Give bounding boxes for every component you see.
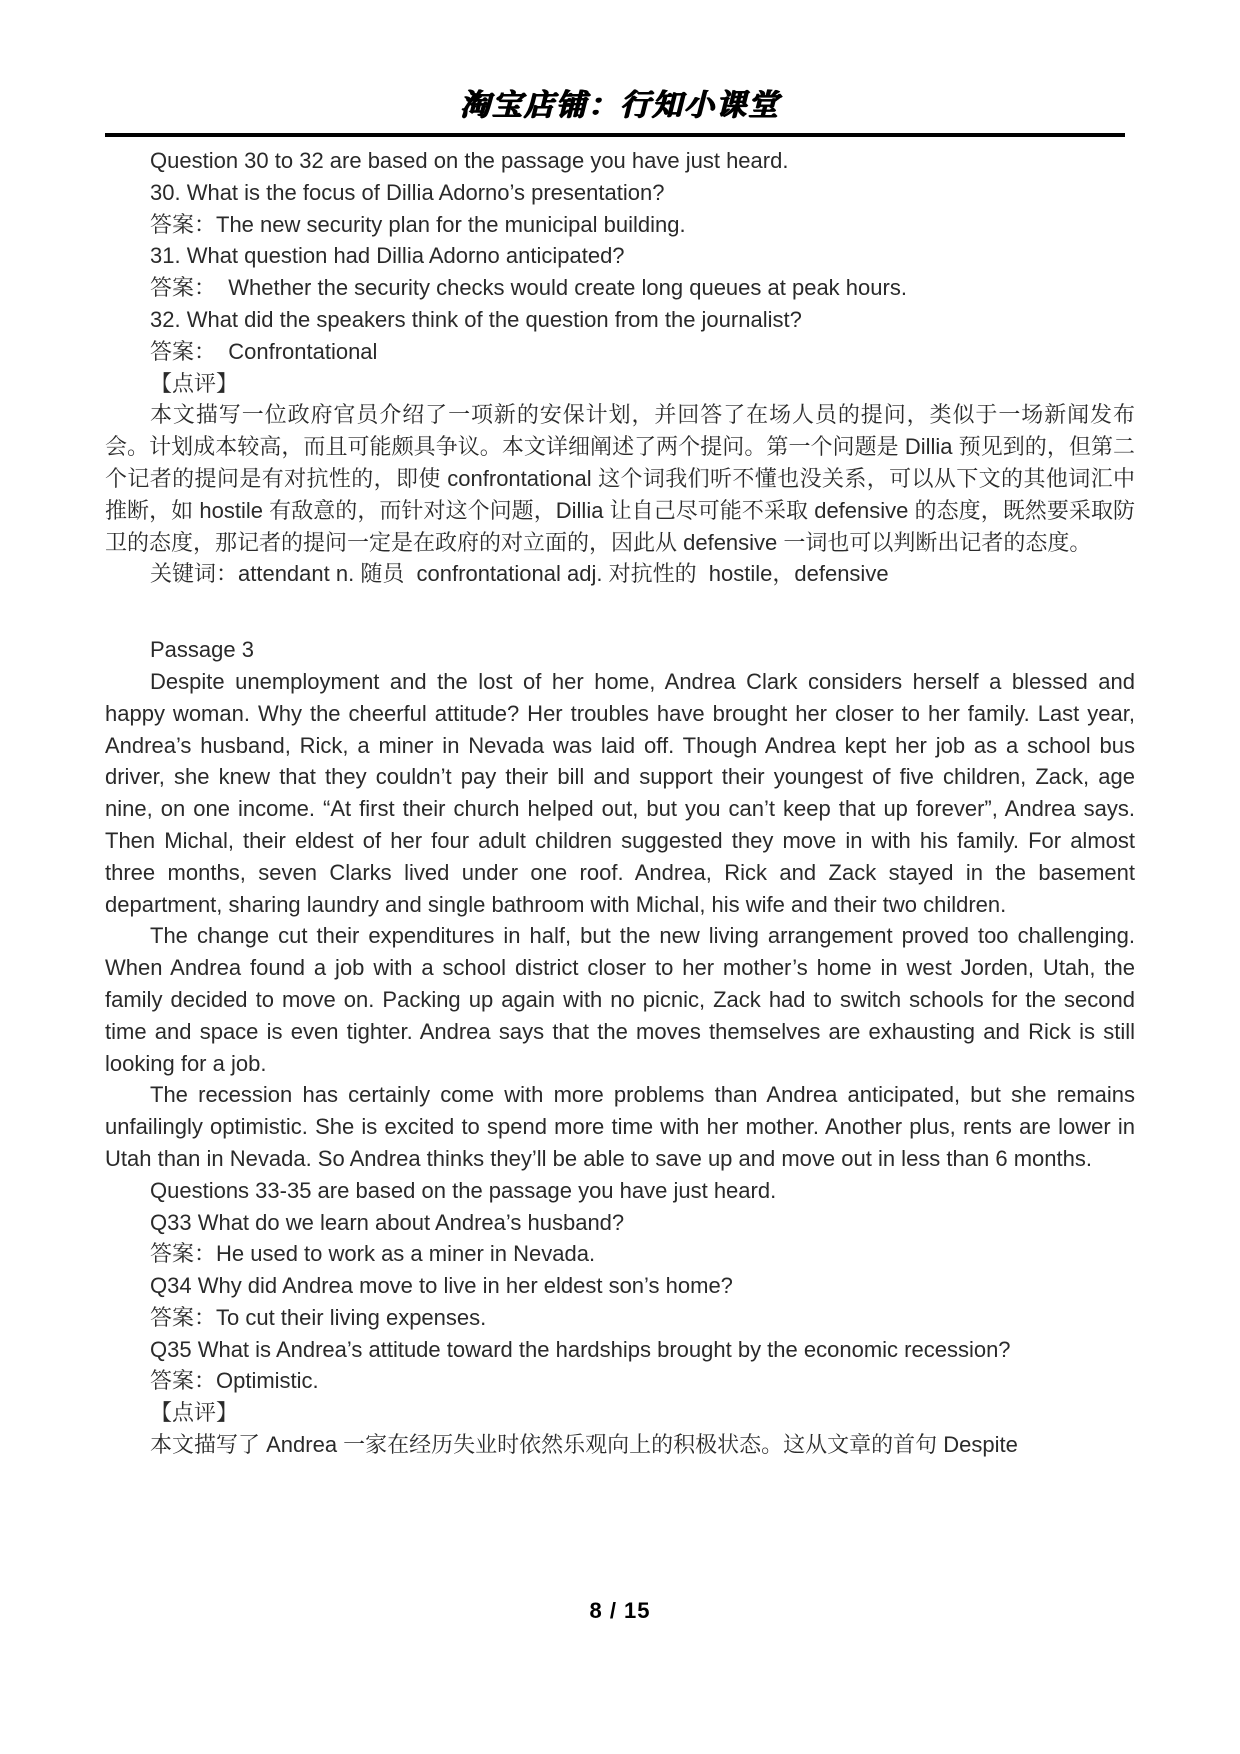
- document-body: [105, 145, 1135, 1461]
- shop-title: 淘宝店铺：行知小课堂: [460, 89, 780, 122]
- keywords-line: 关键词：attendant n. 随员 confrontational adj. 对抗性的 hostile，defensive: [150, 561, 889, 587]
- question-34: Q34 Why did Andrea move to live in her eldest son’s home?: [150, 1273, 733, 1299]
- page-header: [105, 0, 1135, 137]
- answer-33: 答案：He used to work as a miner in Nevada.: [150, 1241, 596, 1267]
- answer-30: 答案：The new security plan for the municipal building.: [150, 211, 686, 237]
- question-35: Q35 What is Andrea’s attitude toward the hardships brought by the economic recession?: [150, 1336, 1011, 1362]
- answer-34: 答案：To cut their living expenses.: [150, 1304, 487, 1330]
- question-32: 32. What did the speakers think of the question from the journalist?: [150, 306, 802, 332]
- question-33: Q33 What do we learn about Andrea’s husband?: [150, 1209, 625, 1235]
- comment-heading-1: 【点评】: [150, 370, 239, 396]
- question-31: 31. What question had Dillia Adorno anticipated?: [150, 243, 625, 269]
- passage-3-paragraph-2: The change cut their expenditures in half, but the new living arrangement proved too challenging. When Andrea found a job with a school district closer to her mother’s home in west Jorden, Utah, the family decided to move on. Packing up again with no picnic, Zack had to switch schools for the second time and space is even tighter. Andrea says that the moves themselves are exhausting and Rick is still looking for a job.: [105, 923, 1135, 1076]
- answer-31: 答案： Whether the security checks would create long queues at peak hours.: [150, 275, 907, 301]
- passage-3-paragraph-3: The recession has certainly come with more problems than Andrea anticipated, but she remains unfailingly optimistic. She is excited to spend more time with her mother. Another plus, rents are lower in Utah than in Nevada. So Andrea thinks they’ll be able to save up and move out in less than 6 months.: [105, 1082, 1135, 1171]
- answer-35: 答案：Optimistic.: [150, 1368, 319, 1394]
- question-30: 30. What is the focus of Dillia Adorno’s presentation?: [150, 179, 665, 205]
- header-divider: [105, 133, 1125, 137]
- passage-3-heading: Passage 3: [150, 637, 254, 663]
- questions-33-35-intro: Questions 33-35 are based on the passage you have just heard.: [150, 1177, 777, 1203]
- page-footer: [0, 1598, 1240, 1624]
- questions-30-32-intro: Question 30 to 32 are based on the passage you have just heard.: [150, 148, 789, 173]
- section-gap: [105, 590, 1135, 634]
- comment-paragraph-2: 本文描写了 Andrea 一家在经历失业时依然乐观向上的积极状态。这从文章的首句 Despite: [150, 1432, 1018, 1458]
- answer-32: 答案： Confrontational: [150, 338, 378, 364]
- comment-heading-2: 【点评】: [150, 1400, 239, 1426]
- page-number: 8 / 15: [589, 1598, 651, 1623]
- passage-3-paragraph-1: Despite unemployment and the lost of her home, Andrea Clark considers herself a blessed and happy woman. Why the cheerful attitude? Her troubles have brought her closer to her family. Last year, Andrea’s husband, Rick, a miner in Nevada was laid off. Though Andrea kept her job as a school bus driver, she knew that they couldn’t pay their bill and support their youngest of five children, Zack, age nine, on one income. “At first their church helped out, but you can’t keep that up forever”, Andrea says. Then Michal, their eldest of her four adult children suggested they move in with his family. For almost three months, seven Clarks lived under one roof. Andrea, Rick and Zack stayed in the basement department, sharing laundry and single bathroom with Michal, his wife and their two children.: [105, 668, 1135, 917]
- comment-paragraph-1: 本文描写一位政府官员介绍了一项新的安保计划，并回答了在场人员的提问，类似于一场新闻发布会。计划成本较高，而且可能颇具争议。本文详细阐述了两个提问。第一个问题是 Dillia 预见到的，但第二个记者的提问是有对抗性的，即使 confrontational 这个词我们听不懂也没关系，可以从下文的其他词汇中推断，如 hostile 有敌意的，而针对这个问题，Dillia 让自己尽可能不采取 defensive 的态度，既然要采取防卫的态度，那记者的提问一定是在政府的对立面的，因此从 defensive 一词也可以判断出记者的态度。: [105, 402, 1135, 555]
